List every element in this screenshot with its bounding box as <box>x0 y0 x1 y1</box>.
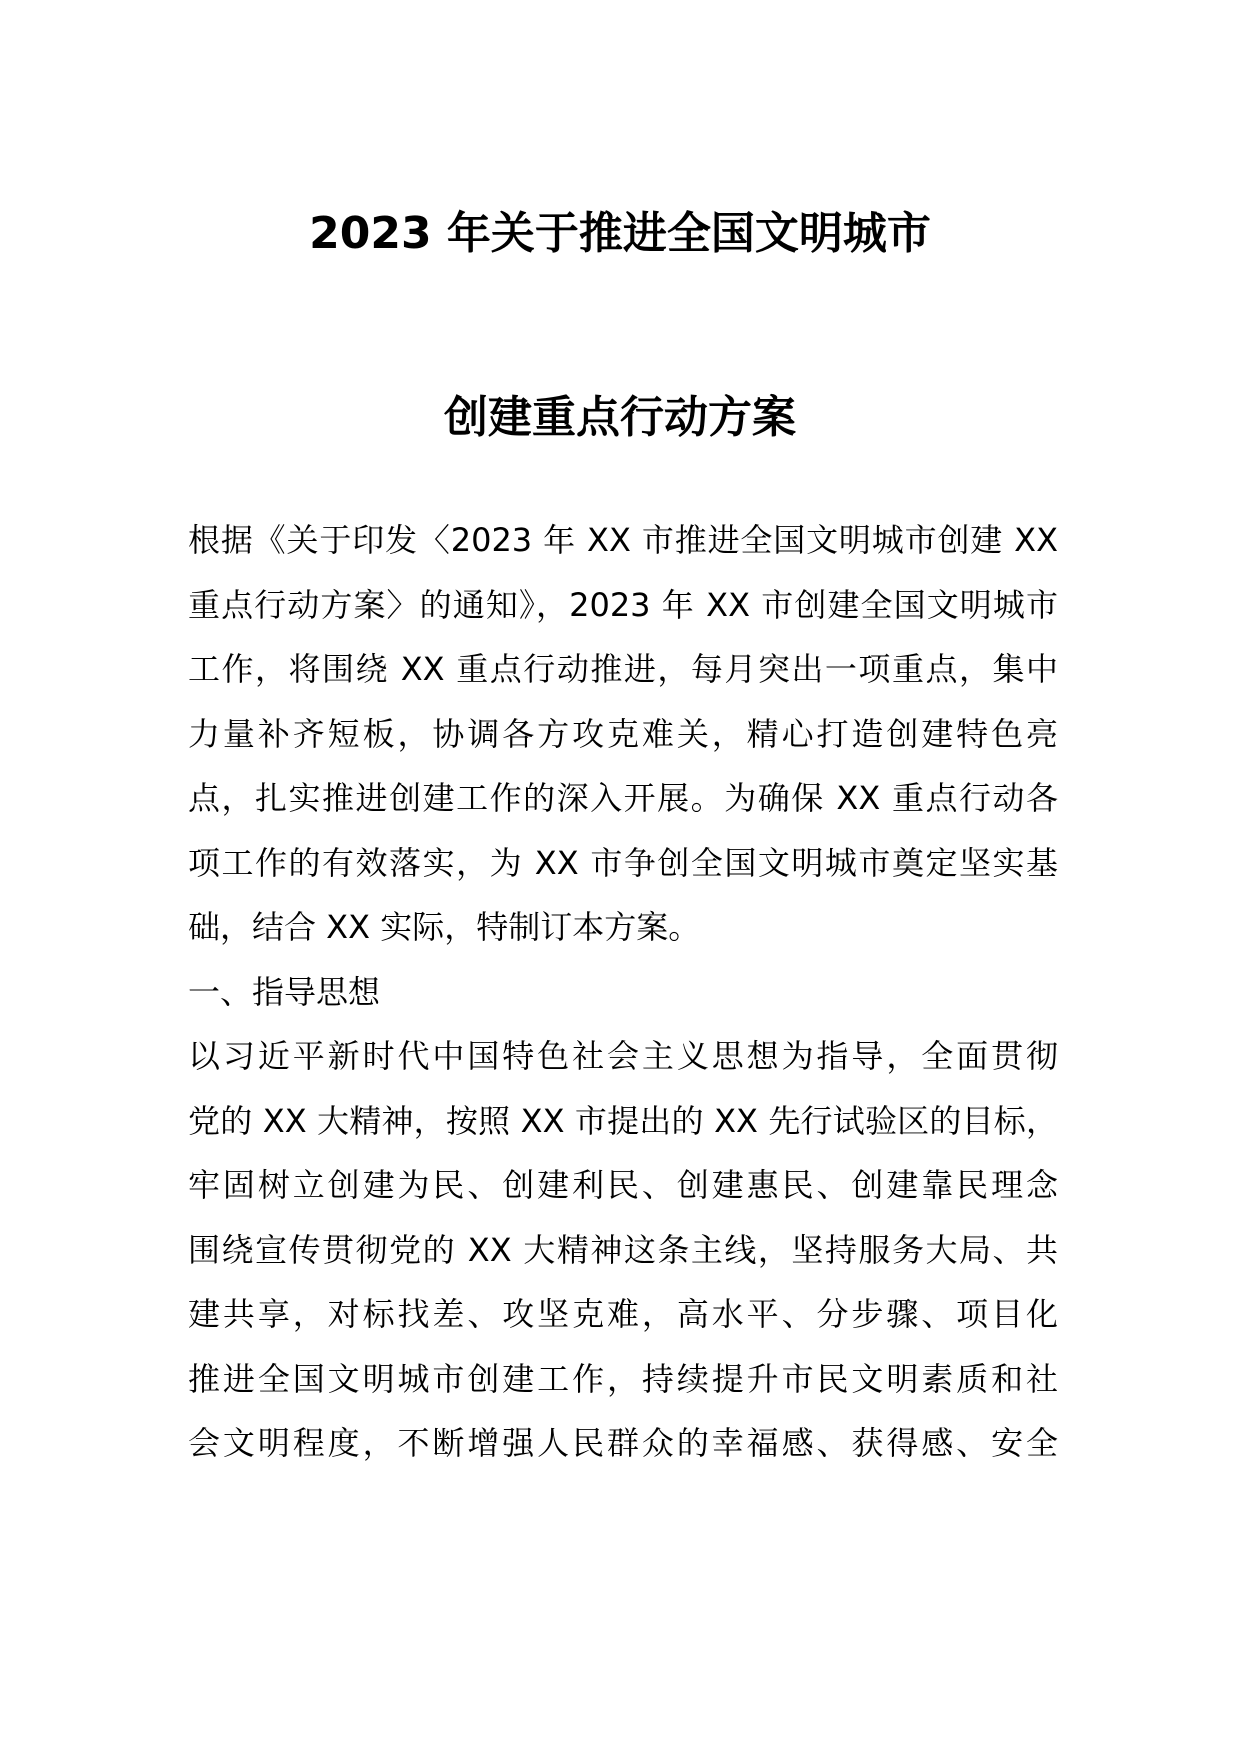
section-paragraph-line: 围绕宣传贯彻党的 XX 大精神这条主线，坚持服务大局、共 <box>188 1230 1058 1269</box>
document-body <box>188 508 1058 1476</box>
intro-paragraph-line: 础，结合 XX 实际，特制订本方案。 <box>188 908 701 946</box>
intro-paragraph-line: 根据《关于印发〈2023 年 XX 市推进全国文明城市创建 XX <box>188 521 1058 559</box>
intro-paragraph-line: 点，扎实推进创建工作的深入开展。为确保 XX 重点行动各 <box>188 779 1058 817</box>
section-paragraph-line: 党的 XX 大精神，按照 XX 市提出的 XX 先行试验区的目标， <box>188 1101 1058 1140</box>
document-title-line-1: 2023 年关于推进全国文明城市 <box>309 208 931 259</box>
intro-paragraph-line: 力量补齐短板，协调各方攻克难关，精心打造创建特色亮 <box>188 714 1058 753</box>
section-paragraph-line: 会文明程度，不断增强人民群众的幸福感、获得感、安全 <box>188 1424 1058 1462</box>
section-paragraph-line: 以习近平新时代中国特色社会主义思想为指导，全面贯彻 <box>188 1037 1058 1075</box>
intro-paragraph-line: 重点行动方案〉的通知》，2023 年 XX 市创建全国文明城市 <box>188 585 1058 624</box>
intro-paragraph-line: 工作，将围绕 XX 重点行动推进，每月突出一项重点，集中 <box>188 650 1058 688</box>
section-paragraph-line: 牢固树立创建为民、创建利民、创建惠民、创建靠民理念 <box>188 1166 1058 1204</box>
document-title-line-2: 创建重点行动方案 <box>444 392 796 443</box>
section-heading: 一、指导思想 <box>188 972 381 1011</box>
section-paragraph-line: 建共享，对标找差、攻坚克难，高水平、分步骤、项目化 <box>188 1295 1058 1333</box>
section-paragraph-line: 推进全国文明城市创建工作，持续提升市民文明素质和社 <box>188 1359 1058 1398</box>
intro-paragraph-line: 项工作的有效落实，为 XX 市争创全国文明城市奠定坚实基 <box>188 843 1058 882</box>
